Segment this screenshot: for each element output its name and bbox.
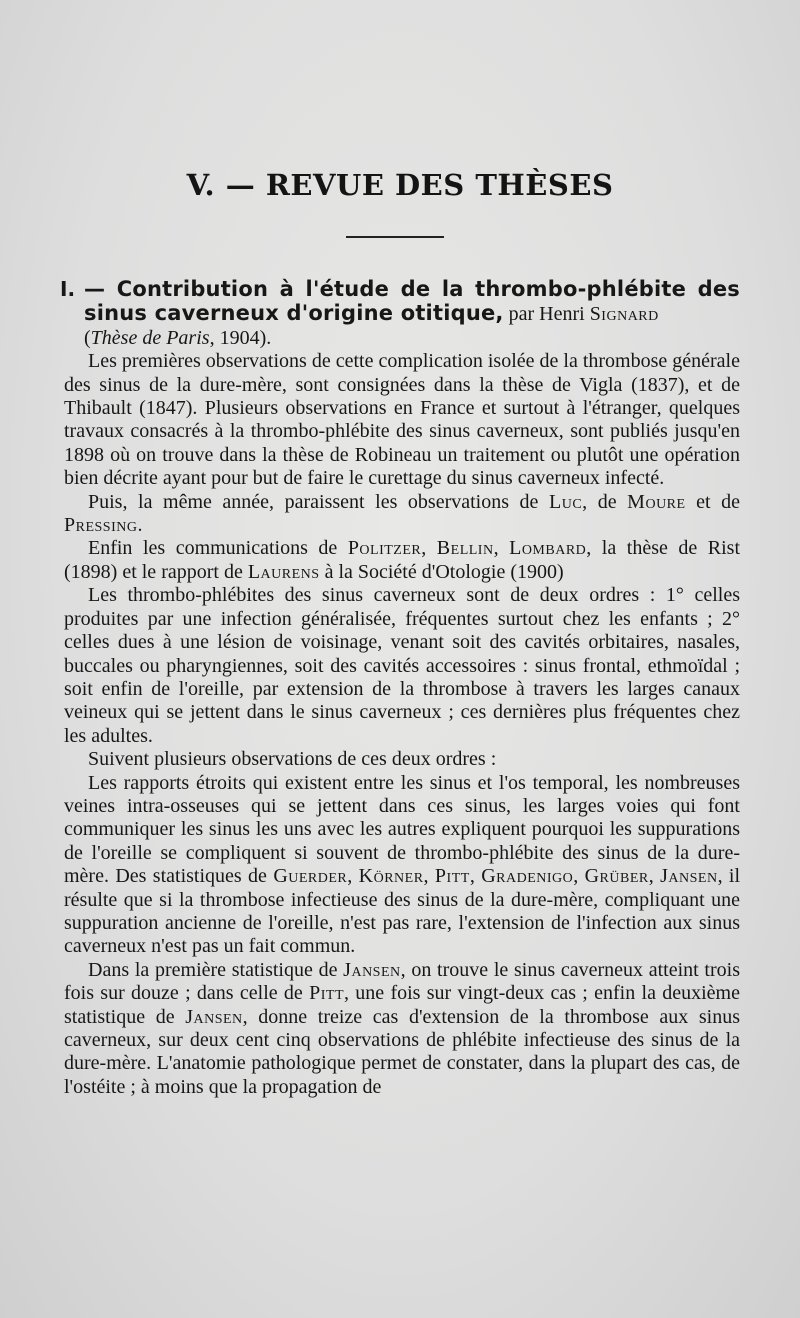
author-name: Politzer — [347, 537, 422, 560]
text-run: , — [573, 865, 585, 888]
paragraph-5: Suivent plusieurs observations de ces deux ordres : — [88, 748, 497, 771]
author-name: Laurens — [247, 560, 320, 583]
entry-heading — [60, 277, 740, 350]
author-name: Pitt — [434, 865, 470, 888]
author-name: Pitt — [309, 982, 344, 1005]
text-run: Dans la première statistique de — [88, 958, 344, 981]
paragraph-7 — [64, 959, 740, 1099]
text-run: , — [421, 537, 437, 560]
section-heading: V. — REVUE DES THÈSES — [186, 168, 614, 202]
entry-source-title: Thèse de Paris — [90, 326, 210, 349]
paragraph-3 — [64, 537, 740, 584]
text-run: , — [347, 865, 359, 888]
author-name: Lombard — [509, 537, 587, 560]
author-name: Gradenigo — [481, 865, 574, 888]
paragraph-6 — [64, 772, 740, 959]
text-run: , la thèse de Rist (1898) et le rapport de — [64, 537, 741, 583]
author-name: Moure — [627, 490, 686, 513]
paragraph-4: Les thrombo-phlébites des sinus caverneux sont de deux ordres : 1° celles produites par une infection généralisée, fréquentes surtout chez les enfants ; 2° celles dues à une lésion de voisinage, venant soit des cavités orbitaires, nasales, buccales ou pharyngiennes, soit des cavités accessoires : sinus frontal, ethmoïdal ; soit enfin de l'oreille, par extension de la thrombose à travers les larges canaux veineux qui se jettent dans le sinus caverneux ; ces dernières plus fréquentes chez les adultes. — [64, 584, 740, 747]
author-name: Pressing — [64, 514, 138, 537]
entry-author-prefix: par Henri — [508, 303, 585, 326]
author-name: Jansen — [343, 958, 401, 981]
text-run: . — [137, 514, 143, 537]
author-name: Jansen — [660, 865, 718, 888]
text-run: à la Société d'Otologie (1900) — [319, 560, 564, 583]
heading-rule — [346, 236, 444, 238]
entry-title: — Contribution à l'étude de la thrombo-phlébite des sinus caverneux d'origine otitique, — [84, 277, 740, 326]
entry-author: Signard — [589, 303, 659, 326]
text-run: , — [648, 865, 661, 888]
text-run: , donne treize cas d'extension de la thrombose aux sinus caverneux, sur deux cent cinq observations de phlébite infectieuse des sinus de la dure-mère. L'anatomie pathologique permet de constater, dans la plupart des cas, de l'ostéite ; à moins que la propagation de — [64, 1005, 740, 1098]
text-run: , une fois sur vingt-deux cas ; enfin la deuxième statistique de — [64, 982, 740, 1028]
entry-number: I. — [60, 277, 76, 301]
text-run: Enfin les communications de — [88, 537, 348, 560]
author-name: Guerder — [273, 865, 348, 888]
text-run: Puis, la même année, paraissent les observations de — [88, 490, 549, 513]
paragraph-1: Les premières observations de cette complication isolée de la thrombose générale des sinus de la dure-mère, sont consignées dans la thèse de Vigla (1837), et de Thibault (1847). Plusieurs observations en France et surtout à l'étranger, quelques travaux consacrés à la thrombo-phlébite des sinus caverneux, sont publiés jusqu'en 1898 où on trouve dans la thèse de Robineau un traitement ou plutôt une opération bien décrite ayant pour but de faire le curettage du sinus caverneux infecté. — [64, 350, 740, 490]
text-run: et de — [685, 490, 740, 513]
author-name: Bellin — [436, 537, 494, 560]
author-name: Grüber — [584, 865, 649, 888]
entry-source-rest: , 1904). — [209, 326, 272, 349]
text-run: , — [423, 865, 435, 888]
entry-source-open: ( — [84, 326, 91, 349]
paragraph-2 — [64, 491, 740, 538]
author-name: Körner — [358, 865, 424, 888]
text-run: , — [493, 537, 510, 560]
page-body — [60, 277, 741, 1099]
text-run: , il résulte que si la thrombose infectieuse des sinus de la dure-mère, compliquant une suppuration ancienne de l'oreille, n'est pas rare, l'extension de l'infection aux sinus caverneux n'est pas un fait commun. — [64, 865, 741, 958]
text-run: , on trouve le sinus caverneux atteint trois fois sur douze ; dans celle de — [64, 958, 740, 1005]
text-run: Les rapports étroits qui existent entre les sinus et l'os temporal, les nombreuses veines intra-osseuses qui se jettent dans ces sinus, les larges voies qui font communiquer les sinus les uns avec les autres expliquent pourquoi les suppurations de l'oreille se compliquent si souvent de thrombo-phlébite des sinus de la dure-mère. Des statistiques de — [64, 771, 740, 888]
text-run: , — [469, 865, 482, 888]
author-name: Jansen — [185, 1005, 243, 1028]
text-run: , de — [582, 490, 628, 513]
author-name: Luc — [549, 490, 583, 513]
